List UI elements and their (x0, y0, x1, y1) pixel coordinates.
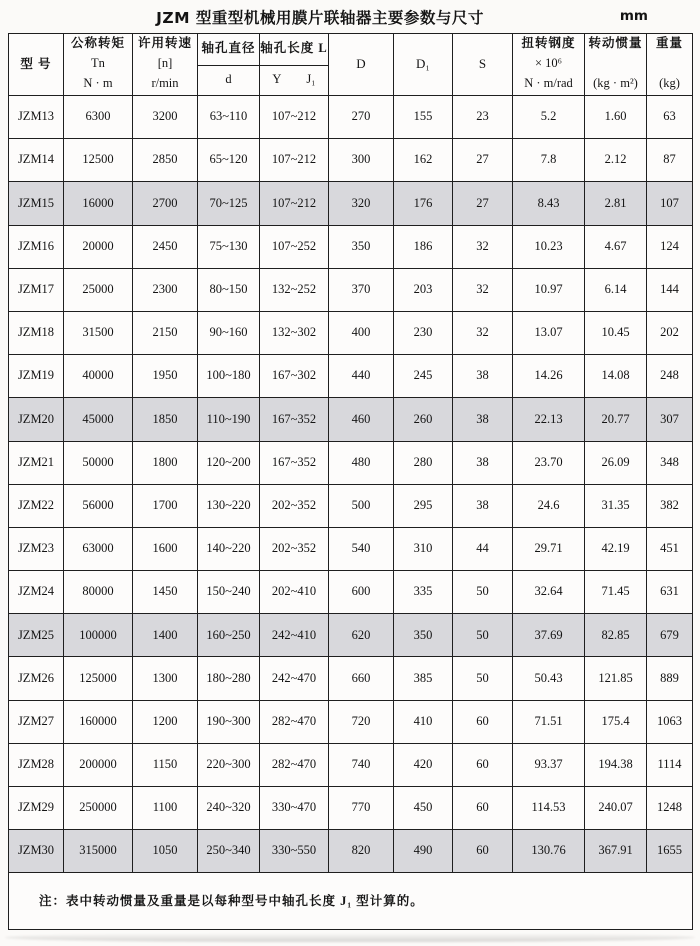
table-body (9, 96, 693, 873)
cell-inertia: 82.85 (585, 614, 647, 657)
cell-speed: 1700 (133, 484, 198, 527)
cell-D1: 155 (394, 96, 453, 139)
cell-D: 720 (329, 700, 394, 743)
cell-model: JZM16 (9, 225, 64, 268)
cell-bore-length: 167~352 (260, 398, 329, 441)
col-subheader-Y-J1: Y J₁ (260, 65, 329, 96)
table-row (9, 527, 693, 570)
cell-torque: 45000 (64, 398, 133, 441)
cell-weight: 679 (647, 614, 693, 657)
cell-speed: 2300 (133, 268, 198, 311)
cell-D1: 203 (394, 268, 453, 311)
col-header-S: S (453, 34, 513, 96)
cell-stiffness: 5.2 (513, 96, 585, 139)
cell-bore-length: 107~212 (260, 139, 329, 182)
cell-bore-length: 330~550 (260, 830, 329, 873)
table-row (9, 614, 693, 657)
cell-torque: 160000 (64, 700, 133, 743)
cell-model: JZM13 (9, 96, 64, 139)
cell-bore-length: 282~470 (260, 743, 329, 786)
cell-S: 44 (453, 527, 513, 570)
note-row (9, 873, 693, 930)
cell-model: JZM29 (9, 787, 64, 830)
cell-D1: 280 (394, 441, 453, 484)
cell-stiffness: 32.64 (513, 571, 585, 614)
cell-stiffness: 37.69 (513, 614, 585, 657)
cell-inertia: 20.77 (585, 398, 647, 441)
cell-stiffness: 93.37 (513, 743, 585, 786)
cell-D1: 410 (394, 700, 453, 743)
cell-inertia: 2.12 (585, 139, 647, 182)
cell-torque: 100000 (64, 614, 133, 657)
cell-bore-diameter: 70~125 (198, 182, 260, 225)
table-row (9, 311, 693, 354)
scan-shadow (5, 933, 695, 942)
cell-D1: 186 (394, 225, 453, 268)
cell-bore-length: 282~470 (260, 700, 329, 743)
unit-label: mm (619, 8, 648, 24)
cell-model: JZM23 (9, 527, 64, 570)
cell-weight: 202 (647, 311, 693, 354)
cell-speed: 1050 (133, 830, 198, 873)
cell-S: 23 (453, 96, 513, 139)
col-header-D1: D₁ (394, 34, 453, 96)
cell-model: JZM21 (9, 441, 64, 484)
cell-speed: 3200 (133, 96, 198, 139)
cell-speed: 2850 (133, 139, 198, 182)
cell-model: JZM20 (9, 398, 64, 441)
cell-speed: 1800 (133, 441, 198, 484)
cell-S: 32 (453, 225, 513, 268)
cell-bore-diameter: 240~320 (198, 787, 260, 830)
cell-torque: 80000 (64, 571, 133, 614)
cell-D: 660 (329, 657, 394, 700)
table-row (9, 657, 693, 700)
cell-D: 540 (329, 527, 394, 570)
cell-D: 270 (329, 96, 394, 139)
cell-inertia: 2.81 (585, 182, 647, 225)
cell-speed: 2700 (133, 182, 198, 225)
cell-torque: 16000 (64, 182, 133, 225)
cell-bore-diameter: 120~200 (198, 441, 260, 484)
cell-torque: 125000 (64, 657, 133, 700)
cell-D1: 245 (394, 355, 453, 398)
cell-bore-diameter: 160~250 (198, 614, 260, 657)
cell-inertia: 121.85 (585, 657, 647, 700)
cell-weight: 889 (647, 657, 693, 700)
cell-S: 50 (453, 657, 513, 700)
table-row (9, 743, 693, 786)
cell-weight: 631 (647, 571, 693, 614)
cell-D1: 230 (394, 311, 453, 354)
cell-speed: 1450 (133, 571, 198, 614)
cell-weight: 1063 (647, 700, 693, 743)
table-row (9, 96, 693, 139)
cell-D: 740 (329, 743, 394, 786)
cell-D: 480 (329, 441, 394, 484)
cell-bore-length: 167~352 (260, 441, 329, 484)
table-row (9, 700, 693, 743)
cell-stiffness: 23.70 (513, 441, 585, 484)
cell-model: JZM30 (9, 830, 64, 873)
cell-D: 620 (329, 614, 394, 657)
table-note: 注：表中转动惯量及重量是以每种型号中轴孔长度 J₁ 型计算的。 (9, 873, 693, 930)
cell-D1: 450 (394, 787, 453, 830)
cell-bore-diameter: 110~190 (198, 398, 260, 441)
cell-bore-diameter: 140~220 (198, 527, 260, 570)
cell-model: JZM26 (9, 657, 64, 700)
cell-weight: 307 (647, 398, 693, 441)
table-row (9, 139, 693, 182)
cell-inertia: 4.67 (585, 225, 647, 268)
cell-D1: 295 (394, 484, 453, 527)
cell-speed: 2150 (133, 311, 198, 354)
cell-stiffness: 50.43 (513, 657, 585, 700)
cell-model: JZM14 (9, 139, 64, 182)
table-row (9, 484, 693, 527)
cell-D1: 162 (394, 139, 453, 182)
cell-weight: 144 (647, 268, 693, 311)
table-row (9, 830, 693, 873)
cell-S: 60 (453, 700, 513, 743)
cell-S: 38 (453, 398, 513, 441)
table-row (9, 268, 693, 311)
cell-stiffness: 14.26 (513, 355, 585, 398)
cell-S: 38 (453, 441, 513, 484)
cell-model: JZM19 (9, 355, 64, 398)
cell-D: 300 (329, 139, 394, 182)
cell-inertia: 71.45 (585, 571, 647, 614)
cell-torque: 31500 (64, 311, 133, 354)
col-header-bore-length: 轴孔长度 L (260, 34, 329, 66)
col-header-D: D (329, 34, 394, 96)
cell-bore-diameter: 100~180 (198, 355, 260, 398)
cell-bore-length: 107~252 (260, 225, 329, 268)
cell-D: 770 (329, 787, 394, 830)
table-header (9, 34, 693, 96)
cell-inertia: 31.35 (585, 484, 647, 527)
cell-weight: 107 (647, 182, 693, 225)
cell-speed: 1200 (133, 700, 198, 743)
col-header-weight: 重量 (kg) (647, 34, 693, 96)
cell-stiffness: 10.97 (513, 268, 585, 311)
cell-bore-diameter: 130~220 (198, 484, 260, 527)
cell-inertia: 14.08 (585, 355, 647, 398)
cell-bore-diameter: 90~160 (198, 311, 260, 354)
cell-bore-length: 202~352 (260, 527, 329, 570)
cell-S: 50 (453, 571, 513, 614)
cell-S: 50 (453, 614, 513, 657)
cell-weight: 1248 (647, 787, 693, 830)
cell-bore-length: 202~352 (260, 484, 329, 527)
cell-weight: 348 (647, 441, 693, 484)
cell-D1: 335 (394, 571, 453, 614)
cell-S: 38 (453, 484, 513, 527)
cell-stiffness: 22.13 (513, 398, 585, 441)
col-header-speed: 许用转速 [n] r/min (133, 34, 198, 96)
table-row (9, 225, 693, 268)
cell-bore-length: 202~410 (260, 571, 329, 614)
cell-stiffness: 7.8 (513, 139, 585, 182)
cell-D1: 350 (394, 614, 453, 657)
table-row (9, 787, 693, 830)
cell-S: 60 (453, 830, 513, 873)
cell-model: JZM17 (9, 268, 64, 311)
cell-weight: 382 (647, 484, 693, 527)
cell-bore-length: 132~302 (260, 311, 329, 354)
cell-D: 440 (329, 355, 394, 398)
cell-bore-length: 167~302 (260, 355, 329, 398)
cell-speed: 1300 (133, 657, 198, 700)
cell-torque: 200000 (64, 743, 133, 786)
table-row (9, 571, 693, 614)
cell-weight: 248 (647, 355, 693, 398)
cell-model: JZM15 (9, 182, 64, 225)
cell-model: JZM18 (9, 311, 64, 354)
cell-D: 500 (329, 484, 394, 527)
page-title: JZM 型重型机械用膜片联轴器主要参数与尺寸 (156, 9, 484, 27)
cell-D: 350 (329, 225, 394, 268)
cell-torque: 40000 (64, 355, 133, 398)
cell-inertia: 10.45 (585, 311, 647, 354)
cell-torque: 12500 (64, 139, 133, 182)
cell-speed: 1100 (133, 787, 198, 830)
col-subheader-d: d (198, 65, 260, 96)
cell-model: JZM22 (9, 484, 64, 527)
cell-bore-diameter: 150~240 (198, 571, 260, 614)
cell-torque: 315000 (64, 830, 133, 873)
cell-D: 320 (329, 182, 394, 225)
cell-bore-length: 107~212 (260, 96, 329, 139)
cell-inertia: 367.91 (585, 830, 647, 873)
cell-bore-diameter: 80~150 (198, 268, 260, 311)
cell-S: 27 (453, 182, 513, 225)
cell-inertia: 6.14 (585, 268, 647, 311)
cell-bore-length: 330~470 (260, 787, 329, 830)
cell-speed: 2450 (133, 225, 198, 268)
cell-D1: 420 (394, 743, 453, 786)
cell-stiffness: 29.71 (513, 527, 585, 570)
cell-D: 370 (329, 268, 394, 311)
cell-D1: 310 (394, 527, 453, 570)
cell-torque: 63000 (64, 527, 133, 570)
cell-inertia: 26.09 (585, 441, 647, 484)
cell-S: 32 (453, 268, 513, 311)
cell-bore-diameter: 65~120 (198, 139, 260, 182)
col-header-torque: 公称转矩 Tn N · m (64, 34, 133, 96)
cell-weight: 87 (647, 139, 693, 182)
col-header-stiffness: 扭转钢度 × 10⁶ N · m/rad (513, 34, 585, 96)
cell-bore-length: 107~212 (260, 182, 329, 225)
cell-D1: 385 (394, 657, 453, 700)
cell-weight: 1655 (647, 830, 693, 873)
cell-torque: 25000 (64, 268, 133, 311)
cell-weight: 451 (647, 527, 693, 570)
parameters-table (8, 33, 693, 930)
cell-D: 400 (329, 311, 394, 354)
cell-bore-length: 132~252 (260, 268, 329, 311)
cell-model: JZM25 (9, 614, 64, 657)
cell-D: 820 (329, 830, 394, 873)
cell-torque: 50000 (64, 441, 133, 484)
cell-inertia: 240.07 (585, 787, 647, 830)
cell-stiffness: 13.07 (513, 311, 585, 354)
cell-inertia: 194.38 (585, 743, 647, 786)
cell-torque: 250000 (64, 787, 133, 830)
cell-bore-diameter: 63~110 (198, 96, 260, 139)
cell-S: 60 (453, 787, 513, 830)
table-row (9, 441, 693, 484)
cell-weight: 124 (647, 225, 693, 268)
cell-S: 38 (453, 355, 513, 398)
cell-stiffness: 130.76 (513, 830, 585, 873)
cell-model: JZM28 (9, 743, 64, 786)
cell-torque: 56000 (64, 484, 133, 527)
cell-weight: 1114 (647, 743, 693, 786)
cell-D: 460 (329, 398, 394, 441)
cell-S: 60 (453, 743, 513, 786)
cell-inertia: 42.19 (585, 527, 647, 570)
cell-speed: 1400 (133, 614, 198, 657)
cell-bore-length: 242~410 (260, 614, 329, 657)
col-header-bore-diameter: 轴孔直径 (198, 34, 260, 66)
cell-bore-diameter: 220~300 (198, 743, 260, 786)
cell-D1: 260 (394, 398, 453, 441)
cell-D1: 176 (394, 182, 453, 225)
cell-stiffness: 10.23 (513, 225, 585, 268)
table-footer (9, 873, 693, 930)
cell-stiffness: 8.43 (513, 182, 585, 225)
table-row (9, 398, 693, 441)
cell-inertia: 175.4 (585, 700, 647, 743)
table-row (9, 182, 693, 225)
cell-D1: 490 (394, 830, 453, 873)
cell-speed: 1150 (133, 743, 198, 786)
cell-speed: 1950 (133, 355, 198, 398)
cell-inertia: 1.60 (585, 96, 647, 139)
cell-torque: 6300 (64, 96, 133, 139)
col-header-model-label: 型 号 (20, 56, 52, 71)
cell-S: 27 (453, 139, 513, 182)
cell-model: JZM27 (9, 700, 64, 743)
cell-bore-diameter: 250~340 (198, 830, 260, 873)
cell-D: 600 (329, 571, 394, 614)
cell-bore-diameter: 180~280 (198, 657, 260, 700)
cell-speed: 1850 (133, 398, 198, 441)
col-header-model (9, 34, 64, 96)
cell-bore-length: 242~470 (260, 657, 329, 700)
col-header-inertia: 转动惯量 (kg · m²) (585, 34, 647, 96)
cell-model: JZM24 (9, 571, 64, 614)
cell-stiffness: 24.6 (513, 484, 585, 527)
cell-speed: 1600 (133, 527, 198, 570)
table-row (9, 355, 693, 398)
cell-torque: 20000 (64, 225, 133, 268)
cell-stiffness: 71.51 (513, 700, 585, 743)
cell-S: 32 (453, 311, 513, 354)
cell-bore-diameter: 75~130 (198, 225, 260, 268)
cell-weight: 63 (647, 96, 693, 139)
title-bar (0, 3, 700, 29)
cell-bore-diameter: 190~300 (198, 700, 260, 743)
cell-stiffness: 114.53 (513, 787, 585, 830)
